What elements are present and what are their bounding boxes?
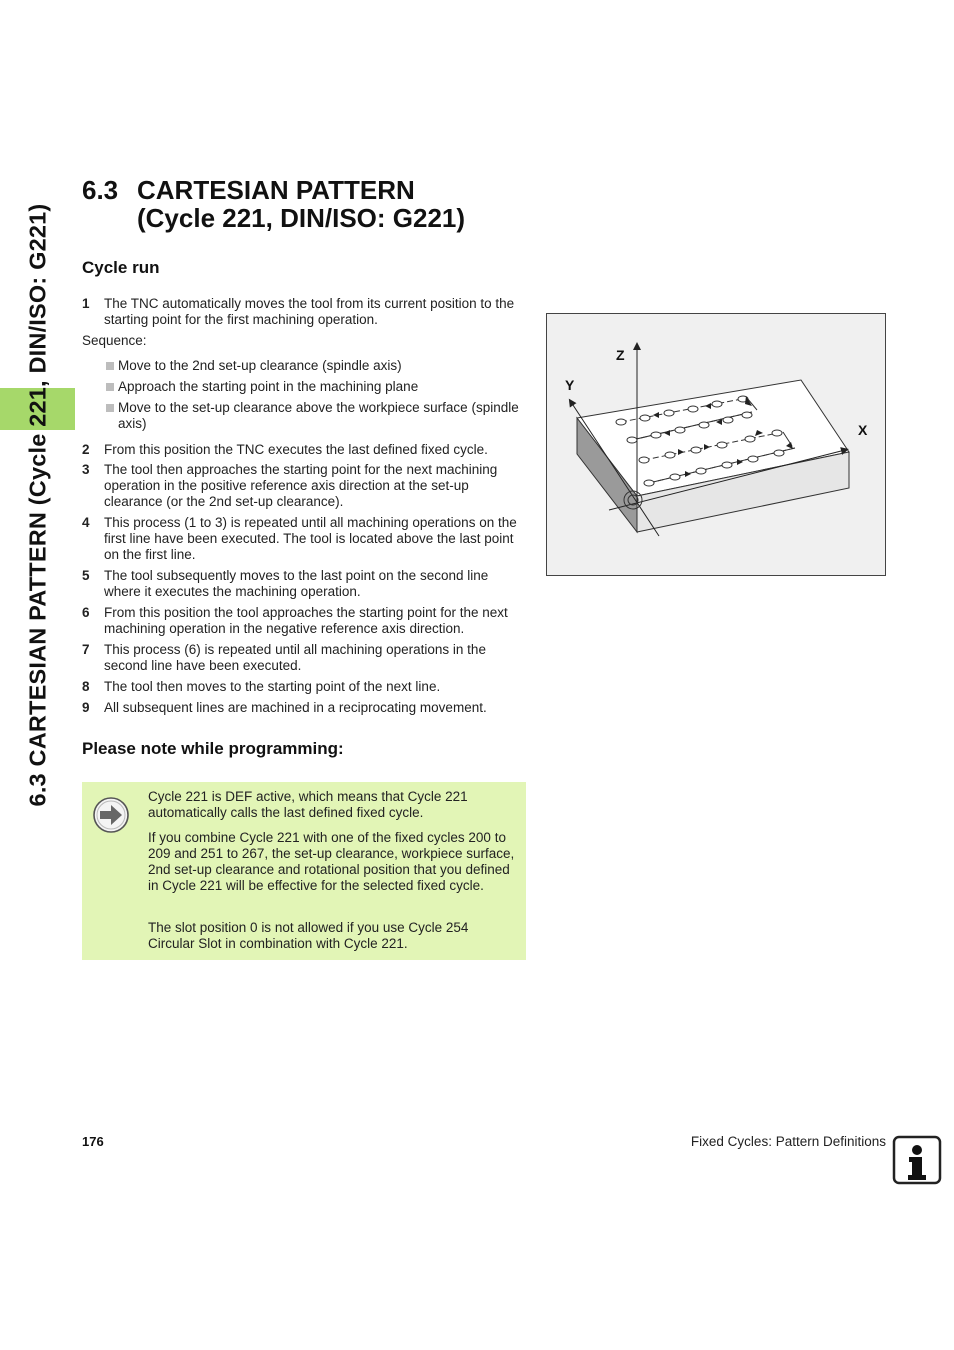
step-text: This process (1 to 3) is repeated until all machining operations on the first line have been executed. The tool is located above the last point on the first line. [104, 515, 517, 562]
step-text: This process (6) is repeated until all machining operations in the second line have been executed. [104, 642, 486, 673]
bullet-square-icon [106, 404, 114, 412]
step-number: 7 [82, 642, 90, 657]
sequence-label: Sequence: [82, 333, 147, 348]
bullet-item [106, 400, 526, 432]
cycle-run-heading: Cycle run [82, 258, 160, 277]
step-text: The tool subsequently moves to the last point on the second line where it executes the machining operation. [104, 568, 489, 599]
side-running-title: 6.3 CARTESIAN PATTERN (Cycle 221, DIN/ISO: G221) [24, 203, 51, 807]
bullet-item [106, 379, 526, 395]
step-text: The tool then moves to the starting point of the next line. [104, 679, 441, 694]
page-number: 176 [82, 1134, 104, 1149]
step-number: 4 [82, 515, 90, 530]
step-item [82, 515, 524, 563]
axis-x-label: X [858, 422, 868, 438]
section-title-line1: CARTESIAN PATTERN [137, 175, 415, 205]
step-text: All subsequent lines are machined in a reciprocating movement. [104, 700, 487, 715]
workpiece-diagram [547, 314, 885, 575]
section-title-line2: (Cycle 221, DIN/ISO: G221) [137, 203, 466, 233]
axis-y-label: Y [565, 377, 575, 393]
step-text: From this position the TNC executes the last defined fixed cycle. [104, 442, 488, 457]
section-number: 6.3 [82, 175, 119, 205]
step-text: The TNC automatically moves the tool from its current position to the starting point for the first machining operation. [104, 296, 515, 327]
step-number: 3 [82, 462, 90, 477]
step-number: 5 [82, 568, 90, 583]
step-item [82, 462, 524, 510]
info-icon [892, 1135, 942, 1185]
step-number: 2 [82, 442, 90, 457]
step-item [82, 296, 524, 328]
note-paragraph: If you combine Cycle 221 with one of the fixed cycles 200 to 209 and 251 to 267, the set-up clearance, workpiece surface, 2nd set-up clearance and rotational position that you defined in Cycle 221 will be effective for the selected fixed cycle. [148, 830, 515, 893]
arrow-right-icon [92, 796, 130, 834]
step-item [82, 642, 524, 674]
step-item [82, 700, 524, 716]
bullet-item [106, 358, 526, 374]
step-text: The tool then approaches the starting point for the next machining operation in the positive reference axis direction at the set-up clearance (or the 2nd set-up clearance). [104, 462, 498, 509]
step-text: From this position the tool approaches the starting point for the next machining operation in the negative reference axis direction. [104, 605, 508, 636]
step-item [82, 605, 524, 637]
bullet-square-icon [106, 362, 114, 370]
note-paragraph: The slot position 0 is not allowed if you use Cycle 254 Circular Slot in combination with Cycle 221. [148, 920, 469, 951]
note-box [82, 782, 526, 960]
step-item [82, 442, 524, 458]
note-heading: Please note while programming: [82, 739, 344, 758]
step-number: 6 [82, 605, 90, 620]
step-number: 8 [82, 679, 90, 694]
chapter-title: Fixed Cycles: Pattern Definitions [690, 1134, 886, 1149]
step-number: 1 [82, 296, 90, 311]
bullet-square-icon [106, 383, 114, 391]
cartesian-pattern-figure [546, 313, 886, 576]
bullet-text: Approach the starting point in the machining plane [118, 379, 419, 394]
bullet-text: Move to the 2nd set-up clearance (spindle axis) [118, 358, 402, 373]
step-item [82, 679, 524, 695]
note-paragraph: Cycle 221 is DEF active, which means that Cycle 221 automatically calls the last defined fixed cycle. [148, 789, 468, 820]
bullet-text: Move to the set-up clearance above the workpiece surface (spindle axis) [118, 400, 519, 431]
axis-z-label: Z [616, 347, 625, 363]
step-number: 9 [82, 700, 90, 715]
step-item [82, 568, 524, 600]
